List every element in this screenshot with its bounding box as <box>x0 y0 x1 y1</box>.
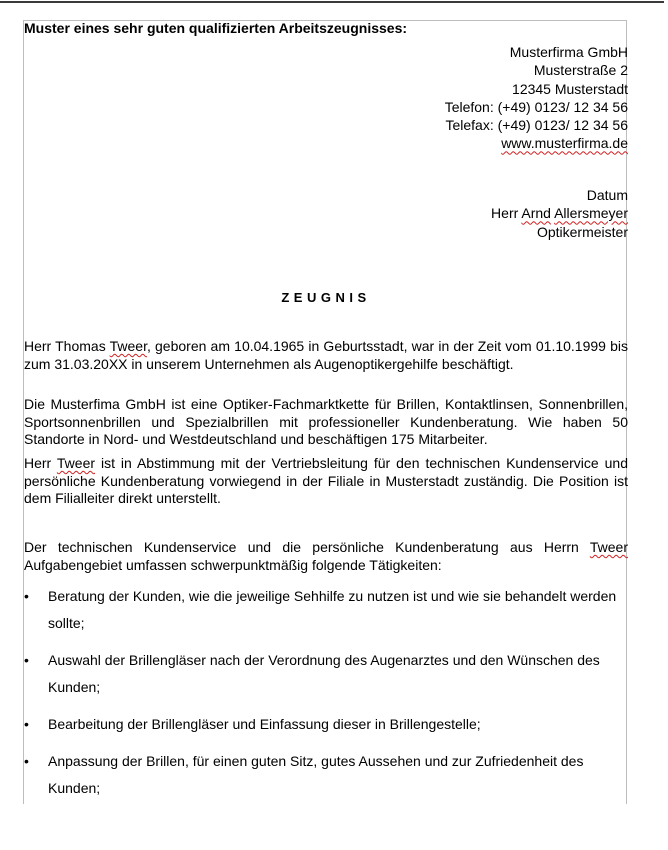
list-item <box>24 647 628 701</box>
company-city: 12345 Musterstadt <box>512 80 628 97</box>
signer-last-name: Allersmeyer <box>554 205 628 222</box>
paragraph-responsibility <box>24 455 628 508</box>
list-item <box>24 748 628 802</box>
company-name: Musterfirma GmbH <box>509 44 628 60</box>
signer-prefix: Herr <box>491 205 522 222</box>
task-text: Beratung der Kunden, wie die jeweilige Sehhilfe zu nutzen ist und wie sie behandelt werden sollte; <box>48 588 617 631</box>
document-title: ZEUGNIS <box>281 290 371 305</box>
task-text: Bearbeitung der Brillengläser und Einfassung dieser in Brillengestelle; <box>48 716 481 732</box>
signer-block <box>491 186 628 241</box>
task-text: Auswahl der Brillengläser nach der Verordnung des Augenarztes und den Wünschen des Kunden; <box>48 652 600 695</box>
p4-text-b: Aufgabengebiet umfassen schwerpunktmäßig folgende Tätigkeiten: <box>24 556 442 573</box>
signer-name <box>491 204 628 222</box>
paragraph-tasks-intro <box>24 539 628 574</box>
paragraph-company: Die Musterfima GmbH ist eine Optiker-Fachmarktkette für Brillen, Kontaktlinsen, Sonnenbrillen, Sportsonnenbrillen und Spezialbrillen mit professioneller Kundenberatung. Wie haben 50 Standorte in Nord- und Westdeutschland und beschäftigen 175 Mitarbeiter. <box>24 396 628 447</box>
bullet-icon: • <box>24 652 29 668</box>
company-address-block <box>445 43 628 153</box>
signer-first-name: Arnd <box>521 205 551 222</box>
bullet-icon: • <box>24 753 29 769</box>
date-label: Datum <box>586 187 628 203</box>
p3-text-a: Herr <box>24 455 57 471</box>
signer-role: Optikermeister <box>536 223 628 240</box>
company-street: Musterstraße 2 <box>533 62 628 79</box>
document-heading: Muster eines sehr guten qualifizierten Arbeitszeugnisses: <box>24 20 408 36</box>
p1-text-b: , geboren am 10.04.1965 in Geburtsstadt, war in der Zeit vom 01.10.1999 bis zum 31.03.20XX in unserem Unternehmen als Augenoptikergehilfe beschäftigt. <box>24 338 628 372</box>
task-text: Anpassung der Brillen, für einen guten Sitz, gutes Aussehen und zur Zufriedenheit des Kunden; <box>48 753 584 796</box>
p3-employee-name: Tweer <box>56 455 96 471</box>
p1-employee-name: Tweer <box>109 338 147 354</box>
list-item <box>24 711 628 738</box>
window-top-border <box>0 1 664 3</box>
list-item <box>24 583 628 637</box>
company-fax: Telefax: (+49) 0123/ 12 34 56 <box>445 117 628 134</box>
bullet-icon: • <box>24 716 29 732</box>
company-phone: Telefon: (+49) 0123/ 12 34 56 <box>444 98 628 115</box>
company-website: www.musterfirma.de <box>501 135 628 152</box>
p1-text-a: Herr Thomas <box>24 338 110 354</box>
p4-text-a: Der technischen Kundenservice und die persönliche Kundenberatung aus Herrn <box>24 539 590 555</box>
paragraph-employment <box>24 338 628 373</box>
bullet-icon: • <box>24 588 29 604</box>
tasks-list <box>24 583 628 812</box>
p3-text-b: ist in Abstimmung mit der Vertriebsleitung für den technischen Kundenservice und persönliche Kundenberatung vorwiegend in der Filiale in Musterstadt zuständig. Die Position ist dem Filialleiter direkt unterstellt. <box>24 455 628 506</box>
p4-employee-name: Tweer <box>589 539 628 555</box>
